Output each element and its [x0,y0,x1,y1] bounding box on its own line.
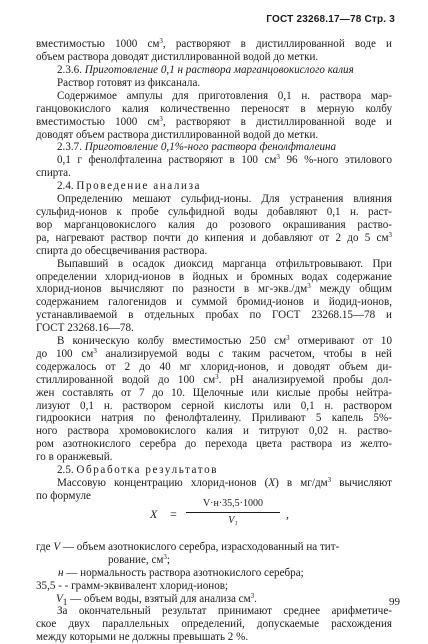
text-run: отмеривают от 10 [289,335,392,348]
formula-comma: , [286,507,289,521]
text-line [36,400,392,413]
text-line [36,412,392,425]
text-line [36,387,392,400]
closing-paragraph [36,605,392,644]
text-line [36,438,392,451]
text-run: между общим [310,283,392,296]
text-run: V [56,592,63,605]
text-run: объем раствора доводят дистиллированной водой до метки. [36,50,319,63]
text-run: ра, нагревают раствор почти до кипения и добавляют от 2 до 5 см [36,231,389,244]
text-run: где [36,541,54,553]
text-run: 96 %-ного этилового [279,154,392,167]
superscript: 3 [250,591,255,600]
superscript: 3 [159,37,163,45]
text-line [36,38,392,51]
subscript: 1 [62,597,68,608]
text-run: жен составлять от 7 до 10. Щелочные или кислые пробы нейтра- [36,386,392,399]
text-line [36,245,392,258]
text-block [36,38,392,64]
standard-header: ГОСТ 23268.17—78 Стр. 3 [266,14,395,25]
text-line [36,51,392,64]
text-run: Обработка результатов [76,464,219,477]
text-line [36,605,392,618]
text-line [36,477,392,490]
text-run: спирта до обесцвечивания раствора. [36,244,208,257]
fraction-bar [186,512,280,513]
text-run: V [53,541,61,553]
text-run: , растворяют в дистиллированной воде и [162,115,392,128]
text-line [36,167,392,180]
text-run: — объем воды, взятый для анализа см [67,592,251,605]
text-run: 2.3.7. [57,141,85,154]
text-run: вор марганцовокислого калия до розового окрашивания раство- [36,218,392,231]
text-run: между которыми не должны превышать 2 %. [36,630,249,643]
superscript: 3 [307,282,311,291]
text-line [36,283,392,296]
text-line [36,567,396,580]
text-line [36,618,392,631]
text-line [36,232,392,245]
text-line [36,180,392,193]
text-line [36,258,392,271]
text-line [36,361,392,374]
text-run: го в оранжевый. [36,451,113,464]
text-run: вместимостью 1000 см [36,115,160,128]
text-line [36,103,392,116]
text-line [36,77,392,90]
text-line [36,90,392,103]
text-run: Массовую концентрацию хлорид-ионов ( [57,477,269,489]
text-run: 0,1 г фенолфталеина растворяют в 100 см [57,154,277,167]
text-run: 2.3.6. [57,64,85,76]
formula-equals: = [170,507,177,521]
text-run: Определению мешают сульфид-ионы. Для устранения влияния [57,193,392,206]
text-run: доводят объем раствора дистиллированной водой до метки. [36,128,319,141]
text-run: вместимостью 1000 см [36,38,160,50]
text-line [36,541,396,554]
text-run: спирта. [36,167,71,180]
text-run: хлорид-ионов вычисляют по разности в мг-экв./дм [36,283,308,296]
text-run: содержанием галогенидов и суммой бромид-ионов и йодид-ионов, [36,296,392,309]
text-run: лизуют 0,1 н. раствором серной кислоты или 0,1 н. раствором [36,399,392,412]
page-number: 99 [389,596,400,608]
text-line [36,116,392,129]
text-run: ганцовокислого калия количественно переносят в мерную колбу [36,102,392,115]
text-run: ; [166,553,170,566]
text-line [36,296,392,309]
text-line [36,309,392,322]
text-run: Проведение анализа [76,180,202,193]
text-block [36,64,392,503]
superscript: 3 [215,372,219,381]
superscript: 3 [93,346,97,355]
text-line [36,374,392,387]
formula [148,498,308,532]
text-line [36,464,392,477]
text-run: устанавливаемой в отдельных пробах по ГОСТ 23268.15—78 и [36,309,392,322]
text-line [36,451,392,464]
superscript: 3 [163,552,167,561]
text-run: За окончательный результат принимают среднее арифметиче- [57,605,392,617]
text-run: стиллированной водой до 100 см [36,373,216,386]
text-line [36,425,392,438]
text-line [36,554,396,567]
text-run: ного раствора хромовокислого калия и титруют 0,02 н. раство- [36,425,392,438]
text-run: — объем азотнокислого серебра, израсходованный на тит- [60,541,340,553]
text-run: по формуле [36,489,91,502]
text-run: до 100 см [36,347,94,360]
text-run: 35,5 - - грамм-эквивалент хлорид-ионов; [36,579,229,592]
text-line [36,631,392,644]
text-run: ГОСТ 23268.16—78. [36,322,134,335]
text-run: н [58,566,64,579]
text-run: — нормальность раствора азотнокислого серебра; [63,566,304,579]
text-line [36,129,392,142]
superscript: 3 [327,476,332,484]
text-run: Содержимое ампулы для приготовления 0,1 н. раствора мар- [57,89,392,102]
superscript: 3 [286,334,290,343]
text-run: вычисляют [331,477,392,489]
text-run: . [254,592,257,605]
text-run: 2.5. [57,464,77,477]
formula-denominator: V₁ [228,515,238,526]
text-line [36,271,392,284]
text-run: X [268,477,276,489]
text-run: , растворяют в дистиллированной воде и [162,38,392,50]
text-line [36,154,392,167]
text-run: ром азотнокислого серебра до перехода цвета раствора из желто- [36,438,392,451]
text-line [36,219,392,232]
text-line [36,206,392,219]
text-run: . pH анализируемой пробы дол- [218,373,392,386]
superscript: 3 [276,153,280,162]
formula-lhs: X [150,507,158,521]
text-run: В коническую колбу вместимостью 250 см [57,335,287,348]
text-run: ) в мг/дм [275,477,328,489]
definitions-block [36,541,396,610]
text-line [36,64,392,77]
text-run: гидроокиси натрия по фенолфталеину. Приливают 5 капель 5%- [36,412,392,425]
text-run: анализируемой воды с таким расчетом, чтобы в ней [96,347,392,360]
superscript: 3 [159,114,163,123]
formula-numerator: V·н·35,5·1000 [202,498,264,509]
text-line [36,335,392,348]
text-line [36,193,392,206]
text-line [36,322,392,335]
text-run: сульфид-ионов к пробе сульфидной воды добавляют 0,1 н. раст- [36,205,392,218]
text-run: Выпавший в осадок диоксид марганца отфильтровывают. При [57,257,392,270]
text-line [36,348,392,361]
text-line [36,580,396,593]
text-run: Приготовление 0,1%-ного раствора фенолфталеина [84,141,337,154]
text-line [36,141,392,154]
text-run: ское двух параллельных определений, допускаемые расхождения [36,617,392,630]
text-run: рование, см [108,553,164,566]
text-run: Раствор готовят из фиксанала. [57,76,201,89]
text-run: Приготовление 0,1 н раствора марганцовокислого калия [84,64,354,76]
text-run: определении хлорид-ионов в йодных и бромных водах содержание [36,270,392,283]
text-run: содержалось от 2 до 40 мг хлорид-ионов, и доводят объем ди- [36,360,392,373]
superscript: 3 [388,230,392,239]
text-run: 2.4. [57,180,77,193]
